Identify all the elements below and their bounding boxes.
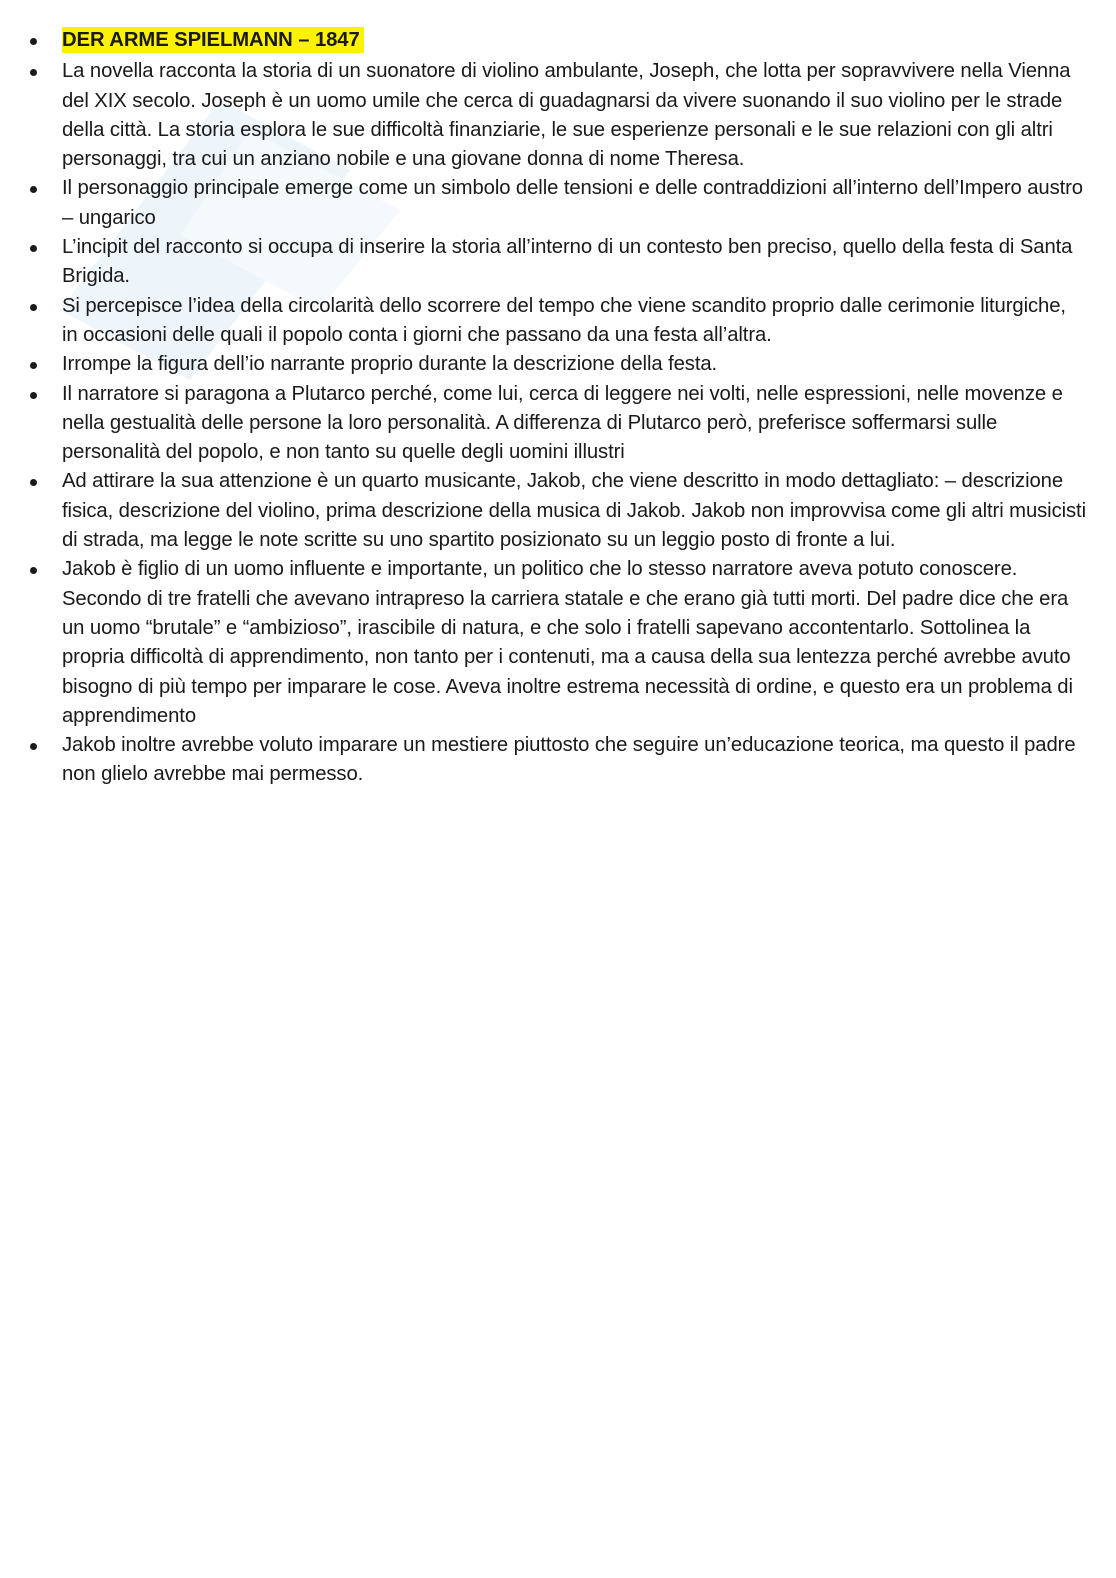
bullet-icon [30, 479, 37, 486]
list-item [28, 233, 1086, 292]
bullet-icon [30, 362, 37, 369]
list-item [28, 380, 1086, 468]
bullet-icon [30, 392, 37, 399]
list-item [28, 467, 1086, 555]
document-heading: DER ARME SPIELMANN – 1847 [62, 27, 364, 53]
bullet-icon [30, 304, 37, 311]
bullet-icon [30, 743, 37, 750]
list-item-text: La novella racconta la storia di un suonatore di violino ambulante, Joseph, che lotta per sopravvivere nella Vienna del XIX secolo. Joseph è un uomo umile che cerca di guadagnarsi da vivere suonando il suo violino per le strade della città. La storia esplora le sue difficoltà finanziarie, le sue esperienze personali e le sue relazioni con gli altri personaggi, tra cui un anziano nobile e una giovane donna di nome Theresa. [62, 60, 1071, 171]
list-item [28, 350, 1086, 379]
list-item-text: Jakob è figlio di un uomo influente e importante, un politico che lo stesso narratore aveva potuto conoscere. Secondo di tre fratelli che avevano intrapreso la carriera statale e che erano già tutti morti. Del padre dice che era un uomo “brutale” e “ambizioso”, irascibile di natura, e che solo i fratelli sapevano accontentarlo. Sottolinea la propria difficoltà di apprendimento, non tanto per i contenuti, ma a causa della sua lentezza perché avrebbe avuto bisogno di più tempo per imparare le cose. Aveva inoltre estrema necessità di ordine, e questo era un problema di apprendimento [62, 558, 1073, 727]
list-item [28, 731, 1086, 790]
bullet-icon [30, 69, 37, 76]
bullet-icon [30, 38, 37, 45]
bullet-list [28, 26, 1086, 790]
list-item-heading [28, 26, 1086, 55]
list-item-text: Il personaggio principale emerge come un simbolo delle tensioni e delle contraddizioni all’interno dell’Impero austro – ungarico [62, 177, 1083, 229]
list-item-text: Si percepisce l’idea della circolarità dello scorrere del tempo che viene scandito proprio dalle cerimonie liturgiche, in occasioni delle quali il popolo conta i giorni che passano da una festa all’altra. [62, 294, 1066, 346]
bullet-icon [30, 245, 37, 252]
list-item-text: Irrompe la figura dell’io narrante proprio durante la descrizione della festa. [62, 353, 718, 376]
list-item [28, 174, 1086, 233]
list-item-text: Il narratore si paragona a Plutarco perché, come lui, cerca di leggere nei volti, nelle espressioni, nelle movenze e nella gestualità delle persone la loro personalità. A differenza di Plutarco però, preferisce soffermarsi sulle personalità del popolo, e non tanto su quelle degli uomini illustri [62, 382, 1063, 464]
list-item [28, 57, 1086, 174]
bullet-icon [30, 567, 37, 574]
bullet-icon [30, 186, 37, 193]
list-item-text: L’incipit del racconto si occupa di inserire la storia all’interno di un contesto ben preciso, quello della festa di Santa Brigida. [62, 236, 1073, 288]
list-item-text: Jakob inoltre avrebbe voluto imparare un mestiere piuttosto che seguire un’educazione teorica, ma questo il padre non glielo avrebbe mai permesso. [62, 734, 1076, 786]
list-item-text: Ad attirare la sua attenzione è un quarto musicante, Jakob, che viene descritto in modo dettagliato: – descrizione fisica, descrizione del violino, prima descrizione della musica di Jakob. Jakob non improvvisa come gli altri musicisti di strada, ma legge le note scritte su uno spartito posizionato su un leggio posto di fronte a lui. [62, 470, 1086, 552]
document-page [28, 26, 1086, 790]
list-item [28, 292, 1086, 351]
list-item [28, 555, 1086, 731]
